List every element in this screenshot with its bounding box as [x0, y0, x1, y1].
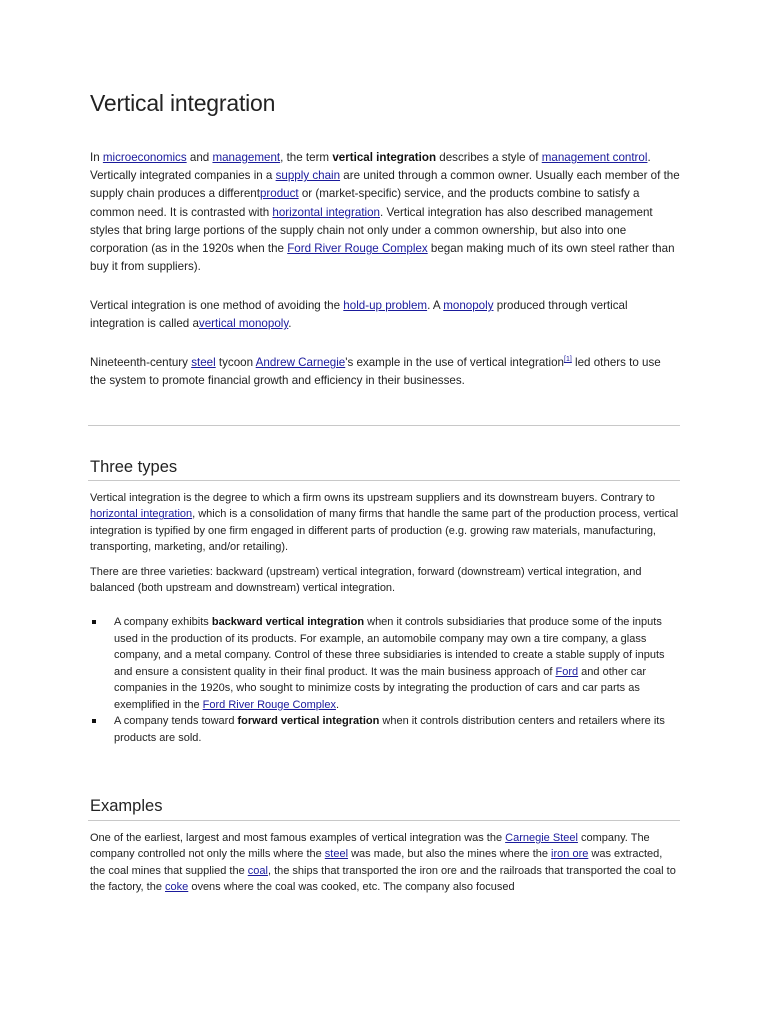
- section-heading-examples: Examples: [90, 797, 163, 815]
- heading-underline: [88, 480, 680, 481]
- link-management-control[interactable]: management control: [541, 151, 648, 164]
- link-ford-river-rouge-2[interactable]: Ford River Rouge Complex: [202, 698, 336, 711]
- link-horizontal-integration[interactable]: horizontal integration: [272, 205, 381, 219]
- examples-paragraph-1: One of the earliest, largest and most famous examples of vertical integration was the Carnegie Steel company. The company controlled not only the mills where the steel was made, but also the mines where the iron ore was extracted, the coal mines that supplied the coal, the ships that transported the iron ore and the railroads that transported the coal to the factory, the coke ovens where the coal was cooked, etc. The company also focused: [90, 832, 676, 893]
- link-horizontal-integration-2[interactable]: horizontal integration: [90, 508, 193, 521]
- intro-paragraph-3: Nineteenth-century steel tycoon Andrew Carnegie's example in the use of vertical integration[1] led others to use the system to promote financial growth and efficiency in their businesses.: [90, 356, 661, 388]
- bullet-icon: [92, 719, 96, 723]
- link-coal[interactable]: coal: [247, 864, 268, 877]
- link-supply-chain[interactable]: supply chain: [275, 169, 341, 183]
- three-types-paragraph-1: Vertical integration is the degree to which a firm owns its upstream suppliers and its downstream buyers. Contrary to horizontal integration, which is a consolidation of many firms that handle the same part of the production process, vertical integration is typified by one firm engaged in different parts of production (e.g. growing raw materials, manufacturing, transporting, marketing, and/or retailing).: [90, 492, 679, 553]
- link-product[interactable]: product: [259, 187, 299, 201]
- intro-paragraph-2: Vertical integration is one method of avoiding the hold-up problem. A monopoly produced through vertical integration is called avertical monopoly.: [90, 299, 628, 331]
- link-iron-ore[interactable]: iron ore: [551, 848, 589, 861]
- link-ford[interactable]: Ford: [555, 665, 579, 678]
- link-management[interactable]: management: [212, 151, 281, 164]
- heading-underline: [88, 820, 680, 821]
- list-item-forward: A company tends toward forward vertical integration when it controls distribution centers and retailers where its products are sold.: [90, 713, 680, 746]
- link-ford-river-rouge[interactable]: Ford River Rouge Complex: [287, 242, 428, 256]
- intro-paragraph-1: In microeconomics and management, the term vertical integration describes a style of management control. Vertically integrated companies in a supply chain are united through a common owner. Usually each member of the supply chain produces a differentproduct or (market-specific) service, and the products combine to satisfy a common need. It is contrasted with horizontal integration. Vertical integration has also described management styles that bring large portions of the supply chain not only under a common ownership, but also into one corporation (as in the 1920s when the Ford River Rouge Complex began making much of its own steel rather than buy it from suppliers).: [90, 151, 680, 274]
- link-steel[interactable]: steel: [191, 356, 216, 369]
- link-hold-up-problem[interactable]: hold-up problem: [343, 299, 428, 312]
- three-types-bullet-list: [90, 614, 680, 746]
- reference-link-1[interactable]: [1]: [564, 356, 572, 363]
- link-microeconomics[interactable]: microeconomics: [102, 151, 187, 164]
- link-steel-2[interactable]: steel: [324, 848, 349, 861]
- three-types-paragraph-2: There are three varieties: backward (upstream) vertical integration, forward (downstream) vertical integration, and balanced (both upstream and downstream) vertical integration.: [90, 566, 642, 595]
- bullet-icon: [92, 620, 96, 624]
- list-item-backward: A company exhibits backward vertical integration when it controls subsidiaries that produce some of the inputs used in the production of its products. For example, an automobile company may own a tire company, a glass company, and a metal company. Control of these three subsidiaries is intended to create a stable supply of inputs and ensure a consistent quality in their final product. It was the main business approach of Ford and other car companies in the 1920s, who sought to minimize costs by integrating the production of cars and car parts as exemplified in the Ford River Rouge Complex.: [90, 614, 680, 713]
- link-andrew-carnegie[interactable]: Andrew Carnegie: [255, 356, 346, 369]
- link-coke[interactable]: coke: [165, 880, 189, 893]
- link-carnegie-steel[interactable]: Carnegie Steel: [505, 832, 578, 844]
- bold-term: vertical integration: [332, 151, 437, 164]
- link-monopoly[interactable]: monopoly: [443, 299, 494, 312]
- section-heading-three-types: Three types: [90, 458, 178, 476]
- link-vertical-monopoly[interactable]: vertical monopoly: [198, 317, 289, 331]
- page-title: Vertical integration: [90, 90, 276, 116]
- section-divider: [88, 425, 680, 426]
